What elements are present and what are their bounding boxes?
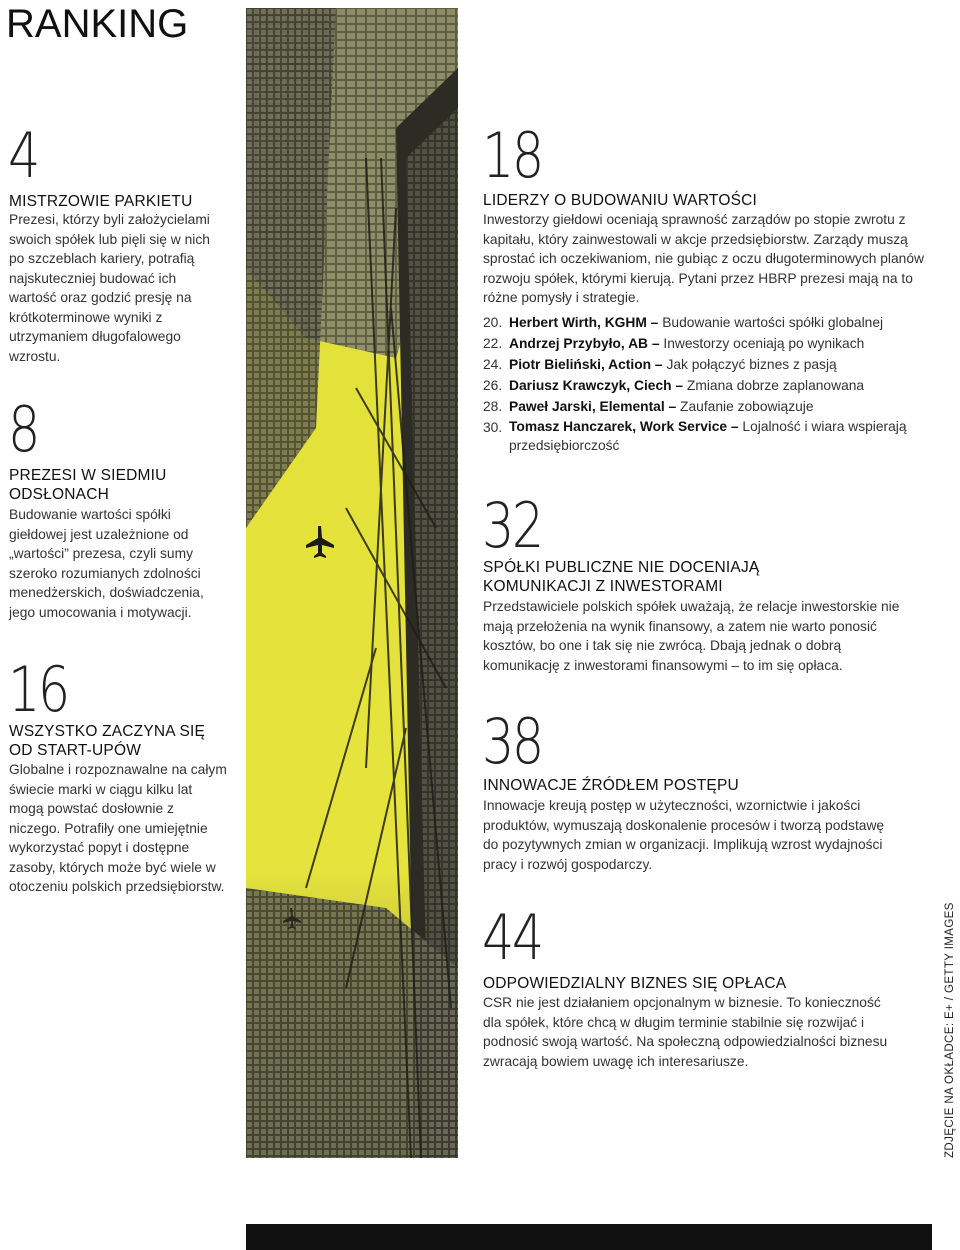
section-number-38: 38 (482, 705, 542, 778)
section-body-mistrzowie: Prezesi, którzy byli założycielami swoich spółek lub pięli się w nich po szczeblach kariery, potrafią najskuteczniej budować ich wartość oraz godzić presję na krótkoterminowe wyniki z utrzymaniem długofalowego wzrostu. (9, 212, 210, 364)
section-title-mistrzowie: MISTRZOWIE PARKIETU (9, 193, 193, 210)
page-title: RANKING (6, 2, 189, 46)
photo-credit: ZDJĘCIE NA OKŁADCE: E+ / GETTY IMAGES (944, 902, 956, 1158)
list-item[interactable]: 20. Herbert Wirth, KGHM – Budowanie wartości spółki globalnej (483, 315, 884, 330)
section-body-spolki: Przedstawiciele polskich spółek uważają, że relacje inwestorskie nie mają przełożenia na wynik finansowy, a zatem nie warto ponosić kosztów, bo one i tak się nie zwrócą. Dbają jednak o dobrą komunikację z inwestorami finansowymi – to im się opłaca. (483, 599, 900, 673)
section-number-44: 44 (482, 901, 542, 974)
list-item[interactable]: 24. Piotr Bieliński, Action – Jak połączyć biznes z pasją (483, 357, 837, 372)
bottom-bar (246, 1224, 932, 1250)
section-number-4: 4 (8, 119, 38, 192)
section-body-startupy: Globalne i rozpoznawalne na całym świecie marki w ciągu kilku lat mogą powstać dosłownie z niczego. Potrafiły one umiejętnie wykorzystać popyt i dostępne zasoby, których może być wiele w otoczeniu polskich przedsiębiorstw. (9, 762, 227, 894)
section-body-csr: CSR nie jest działaniem opcjonalnym w biznesie. To konieczność dla spółek, które chcą w długim terminie stabilnie się rozwijać i podnosić swoją wartość. Na społeczną odpowiedzialności biznesu zwracają bowiem uwagę ich interesariusze. (483, 995, 888, 1069)
section-body-prezesi: Budowanie wartości spółki giełdowej jest uzależnione od „wartości” prezesa, czyli sumy szeroko rozumianych zdolności menedżerskich, doświadczenia, jego umocowania i motywacji. (9, 507, 204, 620)
section-number-18: 18 (482, 119, 542, 192)
list-item[interactable]: 30. Tomasz Hanczarek, Work Service – Lojalność i wiara wspierają przedsiębiorczość (483, 419, 907, 453)
list-item[interactable]: 22. Andrzej Przybyło, AB – Inwestorzy oceniają po wynikach (483, 336, 865, 351)
list-item[interactable]: 26. Dariusz Krawczyk, Ciech – Zmiana dobrze zaplanowana (483, 378, 865, 393)
section-title-liderzy: LIDERZY O BUDOWANIU WARTOŚCI (483, 192, 758, 209)
section-number-16: 16 (8, 653, 68, 726)
cover-photo-skyscrapers (246, 8, 458, 1158)
list-item[interactable]: 28. Paweł Jarski, Elemental – Zaufanie zobowiązuje (483, 399, 814, 414)
section-title-csr: ODPOWIEDZIALNY BIZNES SIĘ OPŁACA (483, 975, 787, 992)
section-title-innowacje: INNOWACJE ŹRÓDŁEM POSTĘPU (483, 777, 739, 794)
section-number-32: 32 (482, 489, 542, 562)
section-title-startupy: WSZYSTKO ZACZYNA SIĘ OD START-UPÓW (9, 723, 206, 759)
section-title-prezesi: PREZESI W SIEDMIU ODSŁONACH (9, 467, 167, 503)
section-title-spolki: SPÓŁKI PUBLICZNE NIE DOCENIAJĄ KOMUNIKACJI Z INWESTORAMI (483, 559, 760, 595)
articles-list (483, 312, 923, 455)
section-body-innowacje: Innowacje kreują postęp w użyteczności, wzornictwie i jakości produktów, wymuszają doskonalenie procesów i tworzą podstawę do pozytywnych zmian w organizacji. Implikują wzrost wydajności pracy i rozwój gospodarczy. (483, 798, 885, 872)
section-body-liderzy: Inwestorzy giełdowi oceniają sprawność zarządów po stopie zwrotu z kapitału, który zainwestowali w akcje przedsiębiorstw. Zarządy muszą sprostać ich oczekiwaniom, nie gubiąc z oczu długoterminowych planów rozwoju spółek, którymi kierują. Pytani przez HBRP prezesi mają na to różne pomysły i strategie. (483, 212, 924, 305)
section-number-8: 8 (8, 393, 38, 466)
